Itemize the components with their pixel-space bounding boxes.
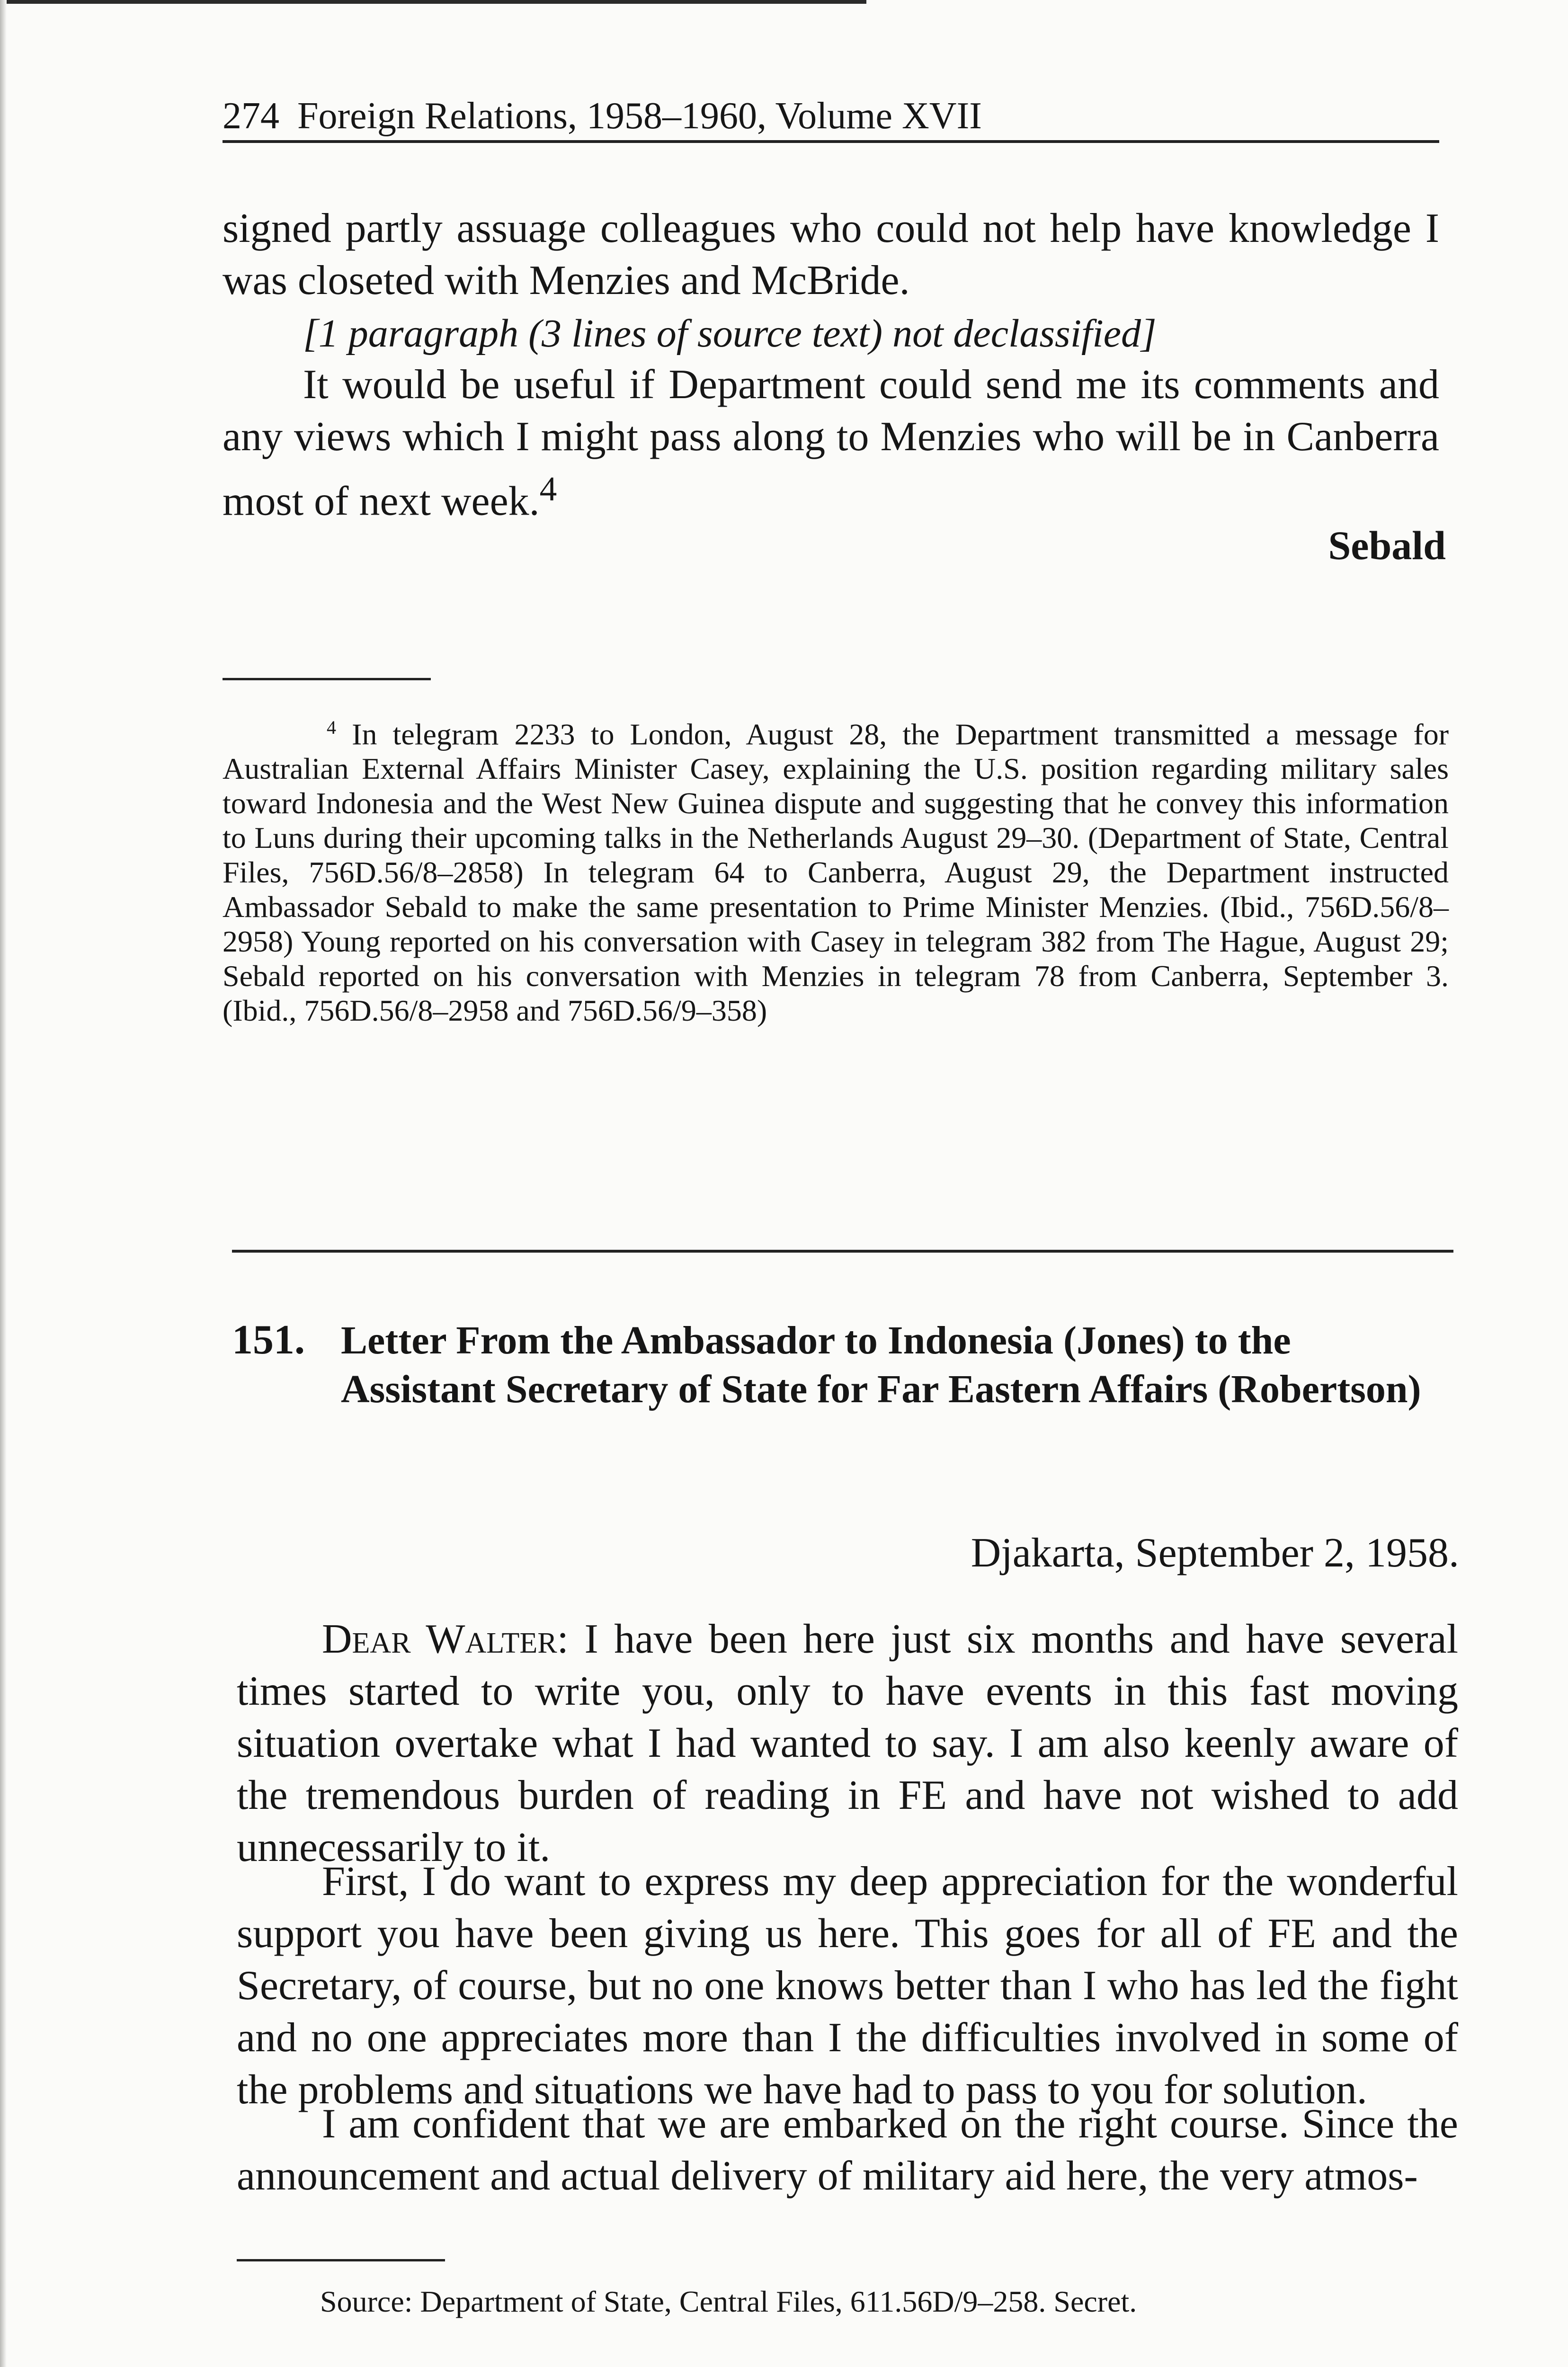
letter-paragraph-3: I am confident that we are embarked on the right course. Since the announcement and actual delivery of military aid here, the very atmos- [237,2101,1458,2199]
footnote-rule [223,678,431,680]
page-number: 274 [223,95,279,137]
footnote-text: In telegram 2233 to London, August 28, the Department transmitted a message for Australian External Affairs Minister Casey, explaining the U.S. position regarding military sales toward Indonesia and the West New Guinea dispute and suggesting that he convey this information to Luns during their upcoming talks in the Netherlands August 29–30. (Department of State, Central Files, 756D.56/8–2858) In telegram 64 to Canberra, August 29, the Department instructed Ambassador Sebald to make the same presentation to Prime Minister Menzies. (Ibid., 756D.56/8–2958) Young reported on his conversation with Casey in telegram 382 from The Hague, August 29; Sebald reported on his conversation with Menzies in telegram 78 from Canberra, September 3. (Ibid., 756D.56/8–2958 and 756D.56/9–358) [223,717,1449,1028]
source-note: Source: Department of State, Central Files, 611.56D/9–258. Secret. [320,2285,1137,2318]
document-number: 151. [232,1317,305,1363]
source-rule [237,2259,445,2261]
dateline: Djakarta, September 2, 1958. [971,1530,1459,1576]
footnote-reference[interactable]: 4 [539,470,557,508]
footnote-4 [223,710,1449,1028]
scan-shadow [0,0,7,2367]
not-declassified-note: [1 paragraph (3 lines of source text) not declassified] [303,311,1157,356]
letter-paragraph-1-text: I have been here just six months and have several times started to write you, only to have events in this fast moving situation overtake what I had wanted to say. I am also keenly aware of the tremendous burden of reading in FE and have not wished to add unnecessarily to it. [237,1616,1459,1870]
document-title: Letter From the Ambassador to Indonesia (Jones) to the Assistant Secretary of State for Far Eastern Affairs (Robertson) [341,1318,1421,1411]
closing-paragraph-text: It would be useful if Department could send me its comments and any views which I might pass along to Menzies who will be in Canberra most of next week. [223,362,1439,525]
salutation: Dear Walter: [322,1616,569,1662]
running-header [223,95,1439,142]
document-divider [232,1250,1453,1253]
running-title: Foreign Relations, 1958–1960, Volume XVII [297,95,982,137]
footnote-marker: 4 [327,717,336,738]
continuation-paragraph: signed partly assuage colleagues who could not help have knowledge I was closeted with Menzies and McBride. [223,205,1439,303]
header-rule [223,140,1439,143]
letter-paragraph-1 [237,1613,1458,1874]
closing-paragraph [223,359,1439,527]
signature: Sebald [1328,523,1446,568]
letter-paragraph-2: First, I do want to express my deep appreciation for the wonderful support you have been giving us here. This goes for all of FE and the Secretary, of course, but no one knows better than I who has led the fight and no one appreciates more than I the difficulties involved in some of the problems and situations we have had to pass to you for solution. [237,1859,1458,2113]
page-top-edge [0,0,866,4]
